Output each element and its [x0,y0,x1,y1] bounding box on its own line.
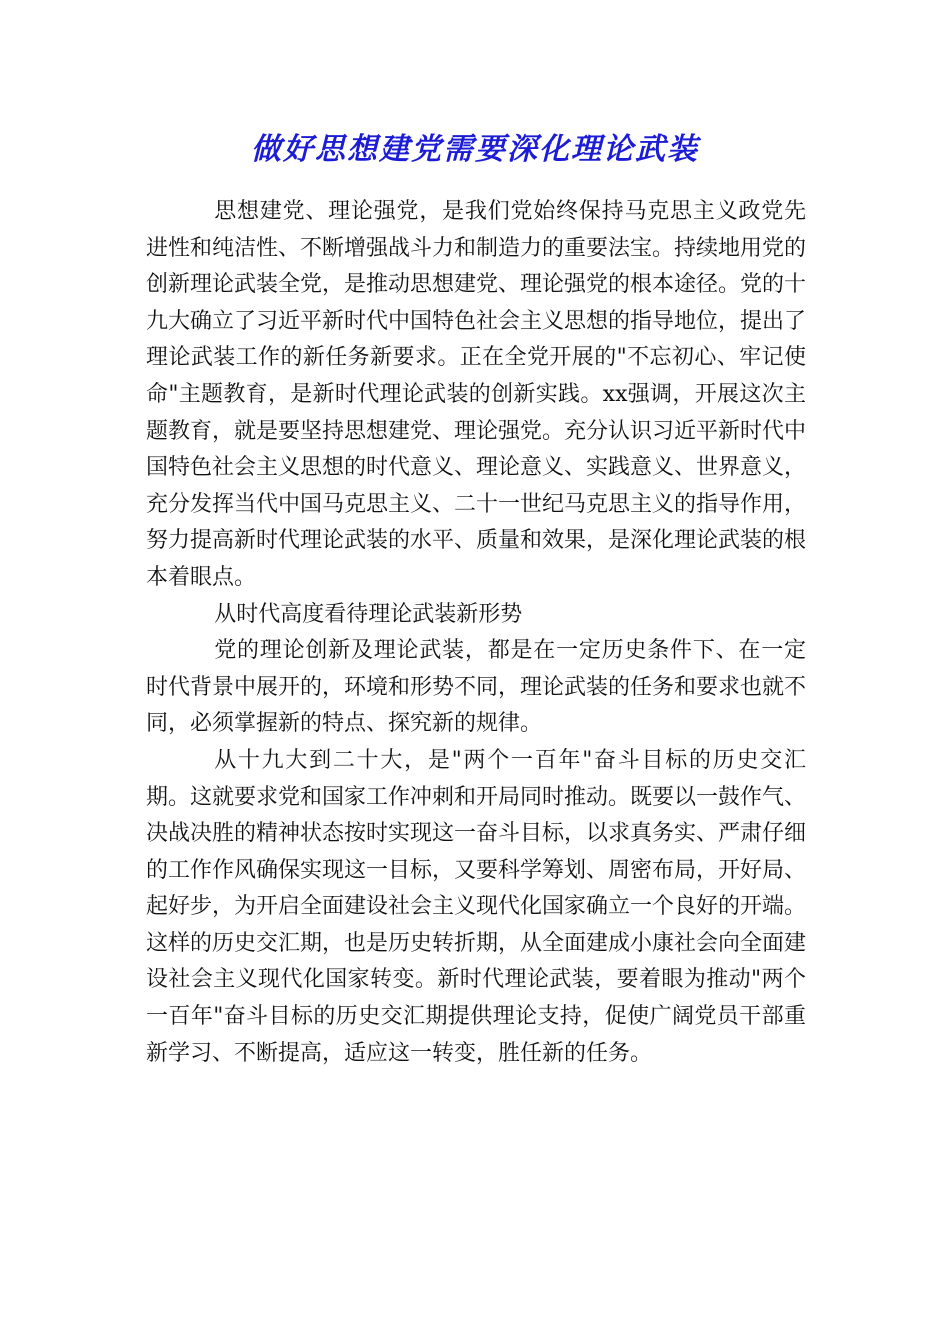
document-title: 做好思想建党需要深化理论武装 [251,132,699,167]
paragraph-intro: 思想建党、理论强党，是我们党始终保持马克思主义政党先进性和纯洁性、不断增强战斗力和制造力的重要法宝。持续地用党的创新理论武装全党，是推动思想建党、理论强党的根本途径。党的十九大确立了习近平新时代中国特色社会主义思想的指导地位，提出了理论武装工作的新任务新要求。正在全党开展的"不忘初心、牢记使命"主题教育，是新时代理论武装的创新实践。xx强调，开展这次主题教育，就是要坚持思想建党、理论强党。充分认识习近平新时代中国特色社会主义思想的时代意义、理论意义、实践意义、世界意义，充分发挥当代中国马克思主义、二十一世纪马克思主义的指导作用，努力提高新时代理论武装的水平、质量和效果，是深化理论武装的根本着眼点。 [146,199,807,590]
document-body [146,194,806,1072]
section-heading: 从时代高度看待理论武装新形势 [214,601,523,627]
paragraph-transition: 从十九大到二十大，是"两个一百年"奋斗目标的历史交汇期。这就要求党和国家工作冲刺和开局同时推动。既要以一鼓作气、决战决胜的精神状态按时实现这一奋斗目标，以求真务实、严肃仔细的工作作风确保实现这一目标，又要科学筹划、周密布局，开好局、起好步，为开启全面建设社会主义现代化国家确立一个良好的开端。这样的历史交汇期，也是历史转折期，从全面建成小康社会向全面建设社会主义现代化国家转变。新时代理论武装，要着眼为推动"两个一百年"奋斗目标的历史交汇期提供理论支持，促使广阔党员干部重新学习、不断提高，适应这一转变，胜任新的任务。 [146,747,807,1066]
paragraph-context: 党的理论创新及理论武装，都是在一定历史条件下、在一定时代背景中展开的，环境和形势不同，理论武装的任务和要求也就不同，必须掌握新的特点、探究新的规律。 [146,638,807,737]
